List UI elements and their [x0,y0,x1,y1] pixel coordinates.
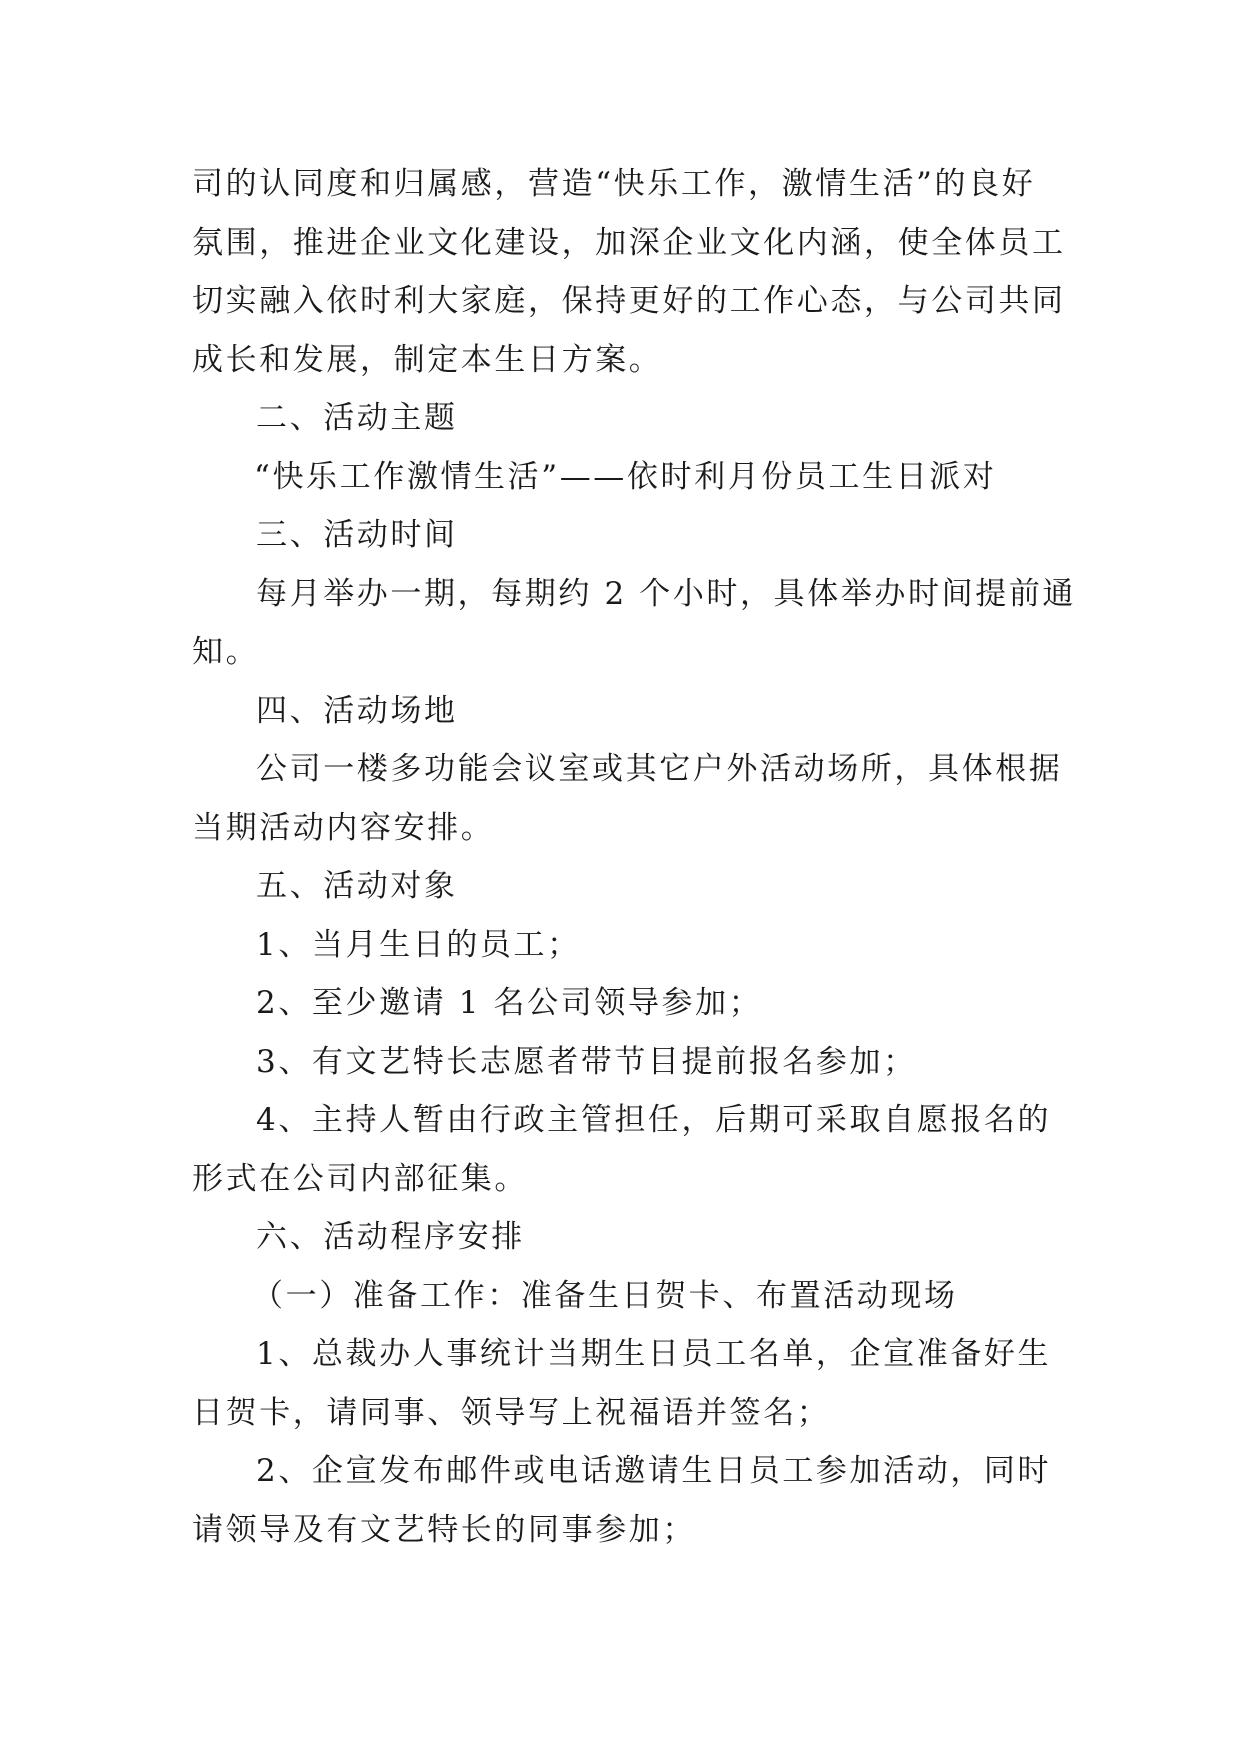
list-item: 3、有文艺特长志愿者带节目提前报名参加； [256,1043,917,1080]
paragraph-line: 请领导及有文艺特长的同事参加； [192,1511,696,1548]
list-item: 4、主持人暂由行政主管担任，后期可采取自愿报名的 [256,1102,1052,1138]
paragraph-line: 当期活动内容安排。 [192,809,495,846]
paragraph-line: 切实融入依时利大家庭，保持更好的工作心态，与公司共同 [192,283,1066,319]
paragraph-line: 日贺卡，请同事、领导写上祝福语并签名； [192,1394,831,1431]
section-heading-venue: 四、活动场地 [256,692,458,729]
document-body [192,155,1077,1559]
paragraph-line: 氛围，推进企业文化建设，加深企业文化内涵，使全体员工 [192,224,1066,261]
section-heading-procedure: 六、活动程序安排 [256,1219,525,1255]
list-item: 1、总裁办人事统计当期生日员工名单，企宣准备好生 [256,1336,1052,1372]
section-heading-audience: 五、活动对象 [256,868,458,904]
paragraph-line: 司的认同度和归属感，营造“快乐工作，激情生活”的良好 [192,166,1036,202]
subsection-heading-preparation: （一）准备工作：准备生日贺卡、布置活动现场 [252,1277,958,1314]
list-item: 2、至少邀请 1 名公司领导参加； [256,985,763,1021]
list-item: 1、当月生日的员工； [256,926,581,963]
section-heading-time: 三、活动时间 [256,517,458,553]
paragraph-line: 成长和发展，制定本生日方案。 [192,341,663,378]
paragraph-line: 公司一楼多功能会议室或其它户外活动场所，具体根据 [256,751,1063,787]
paragraph-line: 每月举办一期，每期约 2 个小时，具体举办时间提前通 [256,575,1077,612]
paragraph-line: 知。 [192,634,260,670]
section-heading-theme: 二、活动主题 [256,400,458,436]
theme-text: “快乐工作激情生活”——依时利月份员工生日派对 [254,458,997,495]
paragraph-line: 形式在公司内部征集。 [192,1160,528,1197]
list-item: 2、企宣发布邮件或电话邀请生日员工参加活动，同时 [256,1453,1052,1489]
